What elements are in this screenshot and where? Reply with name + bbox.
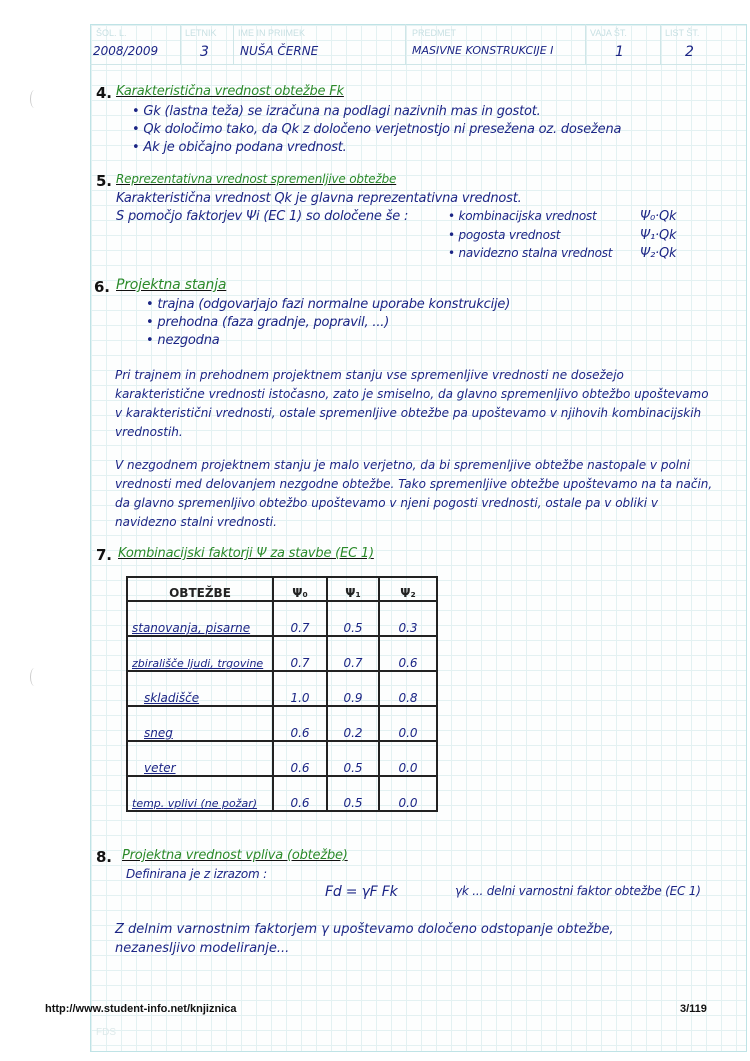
section-7-title: Kombinacijski faktorji Ψ za stavbe (EC 1)	[118, 546, 374, 561]
header-name: NUŠA ČERNE	[240, 44, 319, 58]
column-header: Ψ₂	[379, 577, 437, 601]
psi2-value: 0.3	[379, 601, 437, 636]
section-5-line: S pomočjo faktorjev Ψi (EC 1) so določene še :	[116, 209, 409, 224]
column-header: OBTEŽBE	[127, 577, 273, 601]
section-4-bullet: • Ak je običajno podana vrednost.	[132, 140, 347, 155]
psi2-value: 0.0	[379, 776, 437, 811]
section-8-paragraph: Z delnim varnostnim faktorjem γ upoštevamo določeno odstopanje obtežbe, nezanesljivo modeliranje...	[115, 922, 614, 956]
psi1-value: 0.7	[327, 636, 379, 671]
header-grade: 3	[200, 44, 209, 60]
section-4-bullet: • Qk določimo tako, da Qk z določeno verjetnostjo ni presežena oz. dosežena	[132, 122, 622, 137]
load-type: sneg	[127, 706, 273, 741]
psi0-value: 1.0	[273, 671, 327, 706]
table-row	[127, 601, 437, 636]
value-type-expr: Ψ₀·Qk	[640, 209, 677, 224]
table-row	[127, 706, 437, 741]
header-divider	[233, 24, 234, 64]
psi0-value: 0.6	[273, 706, 327, 741]
header-label-sheet: LIST ŠT.	[665, 28, 700, 38]
table-row	[127, 636, 437, 671]
psi2-value: 0.8	[379, 671, 437, 706]
psi1-value: 0.5	[327, 776, 379, 811]
section-4-title: Karakteristična vrednost obtežbe Fk	[116, 84, 344, 99]
design-value-formula: Fd = γF Fk	[325, 884, 398, 900]
value-type-expr: Ψ₁·Qk	[640, 228, 677, 243]
header-label-exercise: VAJA ŠT.	[590, 28, 627, 38]
header-divider	[585, 24, 586, 64]
punch-hole-mark	[30, 90, 39, 108]
section-6-bullet: • trajna (odgovarjajo fazi normalne uporabe konstrukcije)	[146, 297, 511, 312]
load-type: stanovanja, pisarne	[127, 601, 273, 636]
column-header: Ψ₀	[273, 577, 327, 601]
table-row	[127, 776, 437, 811]
header-subject: MASIVNE KONSTRUKCIJE I	[412, 44, 554, 57]
header-divider	[660, 24, 661, 64]
section-4-bullet: • Gk (lastna teža) se izračuna na podlagi nazivnih mas in gostot.	[132, 104, 541, 119]
section-8-title: Projektna vrednost vpliva (obtežbe)	[122, 848, 348, 863]
header-label-name: IME IN PRIIMEK	[238, 28, 306, 38]
header-exercise: 1	[615, 44, 624, 60]
psi1-value: 0.5	[327, 741, 379, 776]
section-8-line: Definirana je z izrazom :	[126, 867, 267, 881]
section-5-number: 5.	[96, 172, 112, 190]
psi2-value: 0.6	[379, 636, 437, 671]
table-header-row	[127, 577, 437, 601]
header-label-subject: PREDMET	[412, 28, 457, 38]
section-5-title: Reprezentativna vrednost spremenljive obtežbe	[116, 172, 397, 186]
table-row	[127, 741, 437, 776]
psi0-value: 0.7	[273, 636, 327, 671]
value-type-item: • navidezno stalna vrednost	[448, 246, 613, 260]
section-6-bullet: • nezgodna	[146, 333, 220, 348]
load-type: veter	[127, 741, 273, 776]
faint-form-mark: FDS	[96, 1027, 116, 1038]
header-label-year: ŠOL. L.	[96, 28, 127, 38]
psi0-value: 0.6	[273, 741, 327, 776]
psi0-value: 0.7	[273, 601, 327, 636]
header-sheet: 2	[685, 44, 694, 60]
header-divider	[405, 24, 406, 64]
psi1-value: 0.2	[327, 706, 379, 741]
header-divider	[180, 24, 181, 64]
value-type-item: • pogosta vrednost	[448, 228, 561, 242]
psi2-value: 0.0	[379, 741, 437, 776]
psi0-value: 0.6	[273, 776, 327, 811]
load-type: skladišče	[127, 671, 273, 706]
footer-url: http://www.student-info.net/knjiznica	[45, 1003, 237, 1015]
psi1-value: 0.9	[327, 671, 379, 706]
value-type-expr: Ψ₂·Qk	[640, 246, 677, 261]
punch-hole-mark	[30, 668, 39, 686]
section-8-number: 8.	[96, 848, 112, 866]
section-6-bullet: • prehodna (faza gradnje, popravil, ...)	[146, 315, 390, 330]
combination-factors-table	[126, 576, 438, 812]
table-row	[127, 671, 437, 706]
section-5-line: Karakteristična vrednost Qk je glavna reprezentativna vrednost.	[116, 191, 522, 206]
section-4-number: 4.	[96, 84, 112, 102]
load-type: zbirališče ljudi, trgovine	[127, 636, 273, 671]
page-number: 3/119	[680, 1003, 707, 1015]
header-year: 2008/2009	[93, 44, 159, 58]
section-7-number: 7.	[96, 546, 112, 564]
value-type-item: • kombinacijska vrednost	[448, 209, 597, 223]
section-6-title: Projektna stanja	[116, 277, 227, 293]
safety-factor-note: γk ... delni varnostni faktor obtežbe (EC 1)	[455, 884, 701, 898]
section-6-number: 6.	[94, 278, 110, 296]
header-divider	[90, 64, 745, 65]
column-header: Ψ₁	[327, 577, 379, 601]
section-6-paragraph: Pri trajnem in prehodnem projektnem stanju vse spremenljive vrednosti ne dosežejo karakteristične vrednosti istočasno, zato je smiselno, da glavno spremenljivo obtežbo upoštevamo v karakteristični vrednosti, ostale spremenljive obtežbe pa upoštevamo v njihovih kombinacijskih vrednostih.	[115, 368, 709, 439]
load-type: temp. vplivi (ne požar)	[127, 776, 273, 811]
psi1-value: 0.5	[327, 601, 379, 636]
header-label-grade: LETNIK	[185, 28, 217, 38]
psi2-value: 0.0	[379, 706, 437, 741]
section-6-paragraph: V nezgodnem projektnem stanju je malo verjetno, da bi spremenljive obtežbe nastopale v polni vrednosti med delovanjem nezgodne obtežbe. Tako spremenljive obtežbe upoštevamo na ta način, da glavno spremenljivo obtežbo upoštevamo v njeni pogosti vrednosti, ostale pa v obliki v navidezno stalni vrednosti.	[115, 458, 713, 529]
